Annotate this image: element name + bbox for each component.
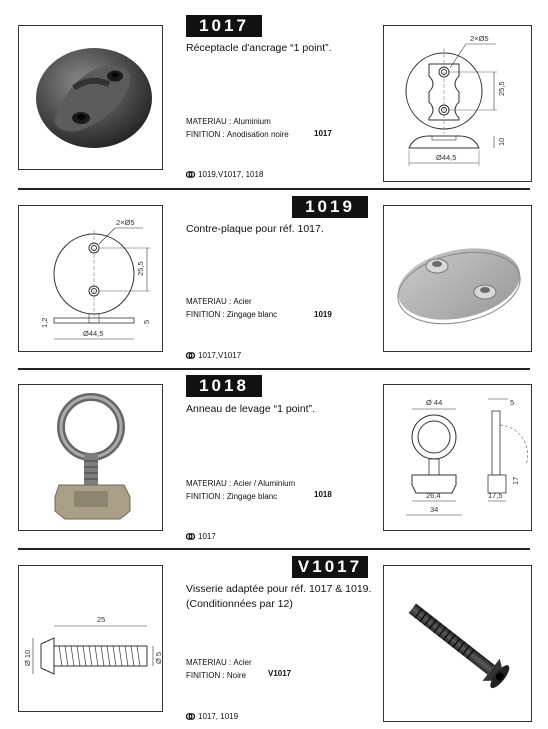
dim-base1: 26,4 xyxy=(426,491,441,500)
compatibility xyxy=(186,351,241,360)
compatible-icon xyxy=(186,712,195,721)
spec-block xyxy=(186,477,316,503)
section-separator xyxy=(18,548,530,550)
finition-label: FINITION : xyxy=(186,671,225,680)
dim-side: 17,5 xyxy=(488,491,503,500)
spec-block xyxy=(186,115,316,141)
spec-block xyxy=(186,656,316,682)
photo-V1017 xyxy=(383,565,532,722)
finition-value: Zingage blanc xyxy=(226,310,278,319)
finition-value: Zingage blanc xyxy=(226,492,278,501)
photo-1019 xyxy=(383,205,532,352)
finition-label: FINITION : xyxy=(186,130,225,139)
dim-spacing: 25,5 xyxy=(497,81,506,96)
drawing-1019 xyxy=(18,205,163,352)
dim-top: 5 xyxy=(510,398,515,407)
product-code: 1018 xyxy=(186,375,262,397)
materiau-value: Acier / Aluminium xyxy=(233,479,296,488)
dim-ring: Ø 44 xyxy=(426,398,443,407)
materiau-label: MATERIAU : xyxy=(186,297,232,306)
drawing-1018 xyxy=(383,384,532,531)
materiau-label: MATERIAU : xyxy=(186,658,232,667)
finition-value: Anodisation noire xyxy=(226,130,289,139)
product-ref: 1017 xyxy=(314,129,332,138)
drawing-V1017 xyxy=(18,565,163,712)
product-ref: V1017 xyxy=(268,669,292,678)
compatibility xyxy=(186,532,216,541)
product-title: Anneau de levage “1 point”. xyxy=(186,403,316,415)
product-title: Réceptacle d'ancrage “1 point”. xyxy=(186,42,332,54)
finition-label: FINITION : xyxy=(186,492,225,501)
materiau-label: MATERIAU : xyxy=(186,117,232,126)
counter-plate-photo-icon xyxy=(384,206,531,351)
dim-diameter: Ø44,5 xyxy=(83,329,104,338)
dim-h: 17 xyxy=(511,476,520,485)
technical-drawing-icon xyxy=(384,385,531,530)
dim-length: 25 xyxy=(97,615,106,624)
dim-holes: 2×Ø5 xyxy=(470,34,489,43)
product-title: Contre-plaque pour réf. 1017. xyxy=(186,223,324,235)
finition-value: Noire xyxy=(226,671,247,680)
technical-drawing-icon xyxy=(19,206,162,351)
compatible-icon xyxy=(186,532,195,541)
technical-drawing-icon xyxy=(19,566,162,711)
materiau-label: MATERIAU : xyxy=(186,479,232,488)
product-title xyxy=(186,582,381,612)
product-ref: 1019 xyxy=(314,310,332,319)
dim-head: Ø 10 xyxy=(23,649,32,666)
finition-label: FINITION : xyxy=(186,310,225,319)
product-code: 1019 xyxy=(292,196,368,218)
section-separator xyxy=(18,188,530,190)
dim-shank: Ø 5 xyxy=(154,651,163,664)
dim-holes: 2×Ø5 xyxy=(116,218,135,227)
dim-thick: 1,2 xyxy=(40,317,49,328)
dim-base2: 34 xyxy=(430,505,439,514)
materiau-value: Acier xyxy=(233,658,252,667)
receptacle-photo-icon xyxy=(19,26,162,169)
product-title-line2: (Conditionnées par 12) xyxy=(186,598,293,610)
product-code: V1017 xyxy=(292,556,368,578)
compatibility xyxy=(186,170,263,179)
compatible-refs: 1017, 1019 xyxy=(198,712,239,721)
product-title-line1: Visserie adaptée pour réf. 1017 & 1019. xyxy=(186,583,372,595)
dim-height: 10 xyxy=(497,137,506,146)
drawing-1017 xyxy=(383,25,532,182)
compatible-refs: 1017,V1017 xyxy=(198,351,242,360)
screw-photo-icon xyxy=(384,566,531,721)
photo-1017 xyxy=(18,25,163,170)
compatible-refs: 1019,V1017, 1018 xyxy=(198,170,264,179)
materiau-value: Acier xyxy=(233,297,252,306)
section-separator xyxy=(18,368,530,370)
photo-1018 xyxy=(18,384,163,531)
technical-drawing-icon xyxy=(384,26,531,181)
compatible-icon xyxy=(186,170,195,179)
dim-diameter: Ø44,5 xyxy=(436,153,457,162)
lifting-ring-photo-icon xyxy=(19,385,162,530)
product-code: 1017 xyxy=(186,15,262,37)
dim-height: 5 xyxy=(142,319,151,324)
product-ref: 1018 xyxy=(314,490,332,499)
dim-spacing: 25,5 xyxy=(136,261,145,276)
materiau-value: Aluminium xyxy=(233,117,271,126)
compatibility xyxy=(186,712,238,721)
spec-block xyxy=(186,295,316,321)
compatible-refs: 1017 xyxy=(198,532,216,541)
compatible-icon xyxy=(186,351,195,360)
